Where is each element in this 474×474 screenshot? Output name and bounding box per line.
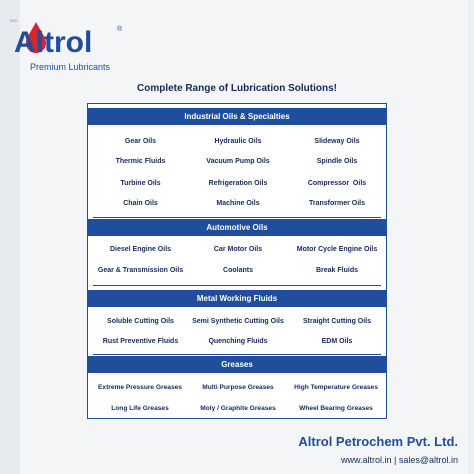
product-item: Vacuum Pump Oils [206, 158, 270, 165]
product-item: Slideway Oils [314, 138, 360, 145]
product-item: Moly / Graphite Greases [200, 405, 276, 412]
product-range-table [87, 103, 387, 419]
product-item: Semi Synthetic Cutting Oils [192, 318, 284, 325]
registered-mark: ® [117, 26, 123, 33]
product-item: Wheel Bearing Greases [299, 405, 373, 412]
product-item: Gear Oils [124, 138, 157, 145]
product-item: Transformer Oils [308, 200, 366, 207]
right-decor-band [468, 0, 474, 474]
contact-info: www.altrol.in | sales@altrol.in [340, 455, 458, 465]
page-headline: Complete Range of Lubrication Solutions! [137, 83, 337, 94]
product-item: Hydraulic Oils [214, 138, 262, 145]
product-item: Car Motor Oils [213, 246, 263, 253]
product-item: Multi Purpose Greases [202, 384, 274, 391]
product-item: Motor Cycle Engine Oils [296, 246, 378, 253]
product-item: Refrigeration Oils [208, 180, 268, 187]
section-divider [93, 285, 381, 286]
section-divider [93, 217, 381, 218]
product-item: Spindle Oils [316, 158, 358, 165]
product-item: Straight Cutting Oils [302, 318, 372, 325]
brand-name: Altrol [14, 26, 93, 59]
product-item: Chain Oils [123, 200, 158, 207]
product-item: Thermic Fluids [115, 158, 166, 165]
product-item: High Temperature Greases [294, 384, 378, 391]
section-header-industrial: Industrial Oils & Specialties [88, 108, 386, 125]
product-item: Turbine Oils [120, 180, 161, 187]
certification-mark: ISO [10, 18, 17, 23]
product-item: Coolants [223, 267, 253, 274]
section-header-greases: Greases [88, 356, 386, 373]
product-item: Machine Oils [216, 200, 260, 207]
altrol-logo [10, 18, 130, 78]
product-item: Rust Preventive Fluids [102, 338, 179, 345]
product-item: Soluble Cutting Oils [107, 318, 174, 325]
product-item: Compressor Oils [307, 180, 367, 187]
product-item: Gear & Transmission Oils [97, 267, 184, 274]
section-header-automotive: Automotive Oils [88, 219, 386, 236]
product-item: Diesel Engine Oils [109, 246, 172, 253]
product-item: Break Fluids [315, 267, 358, 274]
section-divider [93, 354, 381, 355]
product-item: Extreme Pressure Greases [98, 384, 182, 391]
product-item: EDM Oils [321, 338, 353, 345]
company-name: Altrol Petrochem Pvt. Ltd. [298, 434, 458, 449]
product-item: Long Life Greases [111, 405, 169, 412]
brand-tagline: Premium Lubricants [30, 62, 111, 72]
section-header-metal-working: Metal Working Fluids [88, 290, 386, 307]
product-item: Quenching Fluids [208, 338, 268, 345]
